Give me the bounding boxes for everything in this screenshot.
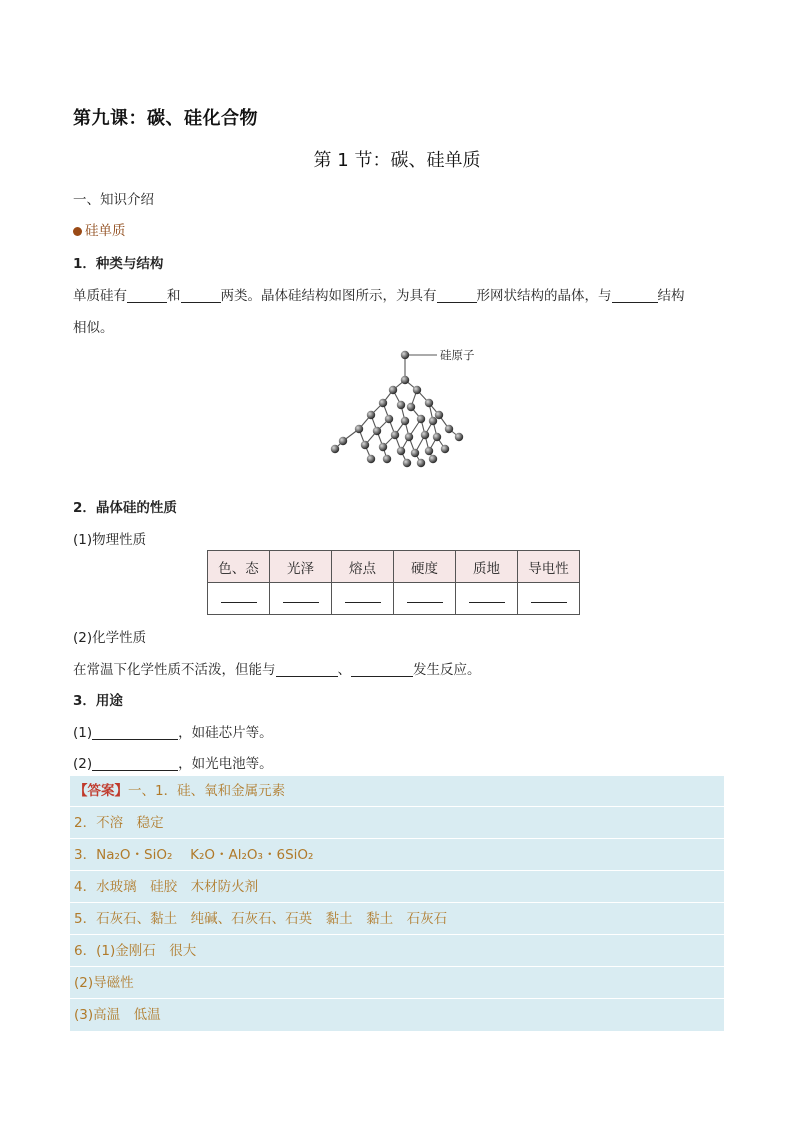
answer-line <box>70 776 724 807</box>
paragraph-continuation: 相似。 <box>73 320 114 336</box>
answer-line: 6．(1)金刚石 很大 <box>70 936 724 967</box>
answer-line: 4．水玻璃 硅胶 木材防火剂 <box>70 872 724 903</box>
heading-types-structure: 1．种类与结构 <box>73 256 164 272</box>
section-title: 第 1 节：碳、硅单质 <box>313 150 481 171</box>
text-seg: 在常温下化学性质不活泼，但能与 <box>73 662 276 678</box>
fill-blank <box>407 592 443 603</box>
table-cell <box>394 583 456 615</box>
text-seg: 发生反应。 <box>413 662 481 678</box>
table-cell <box>456 583 518 615</box>
subhead-silicon <box>73 219 126 239</box>
fill-blank <box>437 288 477 303</box>
fill-blank <box>612 288 658 303</box>
answer-line: 3．Na₂O・SiO₂ K₂O・Al₂O₃・6SiO₂ <box>70 840 724 871</box>
answer-text: 一、1．硅、氧和金属元素 <box>128 783 286 799</box>
fill-blank <box>92 725 178 740</box>
table-cell <box>332 583 394 615</box>
answer-line: 2．不溶 稳定 <box>70 808 724 839</box>
answer-line: 5．石灰石、黏土 纯碱、石灰石、石英 黏土 黏土 石灰石 <box>70 904 724 935</box>
heading-uses: 3．用途 <box>73 693 123 709</box>
paragraph-structure <box>73 284 685 304</box>
silicon-crystal-figure <box>325 345 465 470</box>
table-header-row <box>208 551 580 583</box>
table-header-cell: 色、态 <box>208 551 270 583</box>
table-cell <box>270 583 332 615</box>
text-seg: 结构 <box>657 288 685 304</box>
fill-blank <box>351 662 413 677</box>
text-seg: 两类。晶体硅结构如图所示，为具有 <box>220 288 437 304</box>
atom-dots <box>331 351 463 467</box>
fill-blank <box>469 592 505 603</box>
heading-properties: 2．晶体硅的性质 <box>73 500 177 516</box>
fill-blank <box>276 662 338 677</box>
text-seg: (1) <box>73 725 93 741</box>
fill-blank <box>181 288 221 303</box>
text-seg: ，如硅芯片等。 <box>178 725 273 741</box>
answer-line: (3)高温 低温 <box>74 1007 161 1023</box>
answer-line: (2)导磁性 <box>70 968 724 999</box>
figure-label-silicon-atom: 硅原子 <box>440 348 475 362</box>
fill-blank <box>221 592 257 603</box>
text-seg: 形网状结构的晶体，与 <box>476 288 612 304</box>
table-cell <box>208 583 270 615</box>
bond-lines <box>335 355 459 463</box>
physical-properties-table <box>207 550 580 615</box>
table-header-cell: 质地 <box>456 551 518 583</box>
use-item-2 <box>73 752 273 772</box>
text-seg: 单质硅有 <box>73 288 127 304</box>
subheading-physical: (1)物理性质 <box>73 532 147 548</box>
table-header-cell: 硬度 <box>394 551 456 583</box>
table-header-cell: 导电性 <box>518 551 580 583</box>
fill-blank <box>531 592 567 603</box>
lesson-title: 第九课：碳、硅化合物 <box>73 108 258 129</box>
fill-blank <box>345 592 381 603</box>
text-seg: 和 <box>167 288 181 304</box>
table-cell <box>518 583 580 615</box>
text-seg: ，如光电池等。 <box>178 756 273 772</box>
use-item-1 <box>73 721 273 741</box>
text-seg: 、 <box>337 662 351 678</box>
paragraph-chemical <box>73 658 481 678</box>
part-heading: 一、知识介绍 <box>73 192 154 208</box>
table-header-cell: 光泽 <box>270 551 332 583</box>
answer-box <box>70 776 724 1031</box>
answer-tag: 【答案】 <box>74 783 128 799</box>
fill-blank <box>127 288 167 303</box>
bullet-icon <box>73 227 82 236</box>
text-seg: (2) <box>73 756 93 772</box>
subheading-chemical: (2)化学性质 <box>73 630 147 646</box>
fill-blank <box>283 592 319 603</box>
table-row <box>208 583 580 615</box>
fill-blank <box>92 756 178 771</box>
subhead-label: 硅单质 <box>85 223 126 239</box>
table-header-cell: 熔点 <box>332 551 394 583</box>
